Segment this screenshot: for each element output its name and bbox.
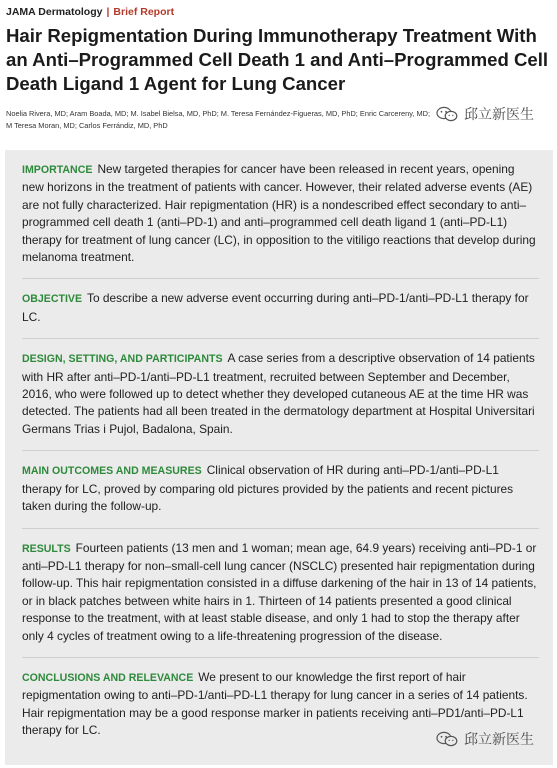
section-label: OBJECTIVE	[22, 293, 83, 306]
section-label: CONCLUSIONS AND RELEVANCE	[22, 671, 194, 684]
section-label: MAIN OUTCOMES AND MEASURES	[22, 465, 202, 478]
watermark	[436, 104, 534, 124]
article-section: Brief Report	[113, 6, 175, 18]
abstract-outcomes	[22, 462, 539, 515]
journal-name: JAMA Dermatology	[6, 6, 103, 18]
article-title: Hair Repigmentation During Immunotherapy Treatment With an Anti–Programmed Cell Death 1 and Anti–Programmed Cell Death Ligand 1 Agent for Lung Cancer	[6, 25, 549, 94]
abstract-importance	[22, 161, 539, 266]
section-text: Clinical observation of HR during anti–PD-1/anti–PD-L1 therapy for LC, proved by comparing old pictures provided by the patients and recent pictures taken during the follow-up.	[22, 463, 514, 514]
section-label: RESULTS	[22, 542, 71, 555]
section-label: IMPORTANCE	[22, 164, 93, 176]
abstract-box	[5, 150, 553, 765]
section-label: DESIGN, SETTING, AND PARTICIPANTS	[22, 353, 223, 366]
divider	[22, 528, 539, 529]
divider	[22, 278, 539, 279]
divider	[22, 657, 539, 658]
abstract-objective	[22, 290, 539, 326]
watermark-text: 邱立新医生	[464, 731, 534, 747]
section-text: A case series from a descriptive observation of 14 patients with HR after anti–PD-1/anti–PD-L1 treatment, recruited between September and December, 2016, who were followed up to detect whether they developed cutaneous AE at the time HR was detected. The patients had all been treated in the dermatology department at Hospital Universitari Germans Trias i Pujol, Badalona, Spain.	[22, 351, 535, 436]
watermark-text: 邱立新医生	[464, 106, 534, 122]
section-text: New targeted therapies for cancer have been released in recent years, opening new horizons in the treatment of patients with cancer. However, their related adverse events (AE) are not fully characterized. Hair repigmentation (HR) is a nondescribed effect secondary to anti–programmed cell death 1 (anti–PD-1) and anti–programmed cell death ligand 1 (anti–PD-L1) therapy for treatment of lung cancer (LC), in opposition to the vitiligo reactions that develop during melanoma treatment.	[22, 162, 536, 265]
author-list: Noelia Rivera, MD; Aram Boada, MD; M. Isabel Bielsa, MD, PhD; M. Teresa Fernández-Figueras, MD, PhD; Enric Carcereny, MD; M Teresa Moran, MD; Carlos Ferrándiz, MD, PhD	[6, 109, 430, 130]
wechat-icon	[436, 106, 458, 122]
abstract-results	[22, 540, 539, 645]
section-text: Fourteen patients (13 men and 1 woman; mean age, 64.9 years) receiving anti–PD-1 or anti–PD-L1 therapy for non–small-cell lung cancer (NSCLC) presented hair repigmentation during follow-up. This hair repigmentation consisted in a diffuse darkening of the hair in 13 of 14 patients, or in black patches between white hairs in 1. Thirteen of 14 patients presented a good clinical response to the treatment, with at least stable disease, and only 1 had to stop the therapy after only 4 cycles of treatment owing to a life-threatening progression of the disease.	[22, 540, 537, 643]
journal-separator: |	[106, 6, 110, 18]
watermark	[436, 729, 534, 749]
section-text: We present to our knowledge the first report of hair repigmentation owing to anti–PD-1/anti–PD-L1 therapy for lung cancer in a series of 14 patients. Hair repigmentation may be a good response marker in patients receiving anti–PD1/anti–PD-L1 therapy for LC.	[22, 669, 528, 738]
journal-header	[6, 6, 174, 18]
divider	[22, 338, 539, 339]
abstract-design	[22, 350, 539, 438]
wechat-icon	[436, 731, 458, 747]
section-text: To describe a new adverse event occurring during anti–PD-1/anti–PD-L1 therapy for LC.	[22, 291, 529, 324]
divider	[22, 450, 539, 451]
